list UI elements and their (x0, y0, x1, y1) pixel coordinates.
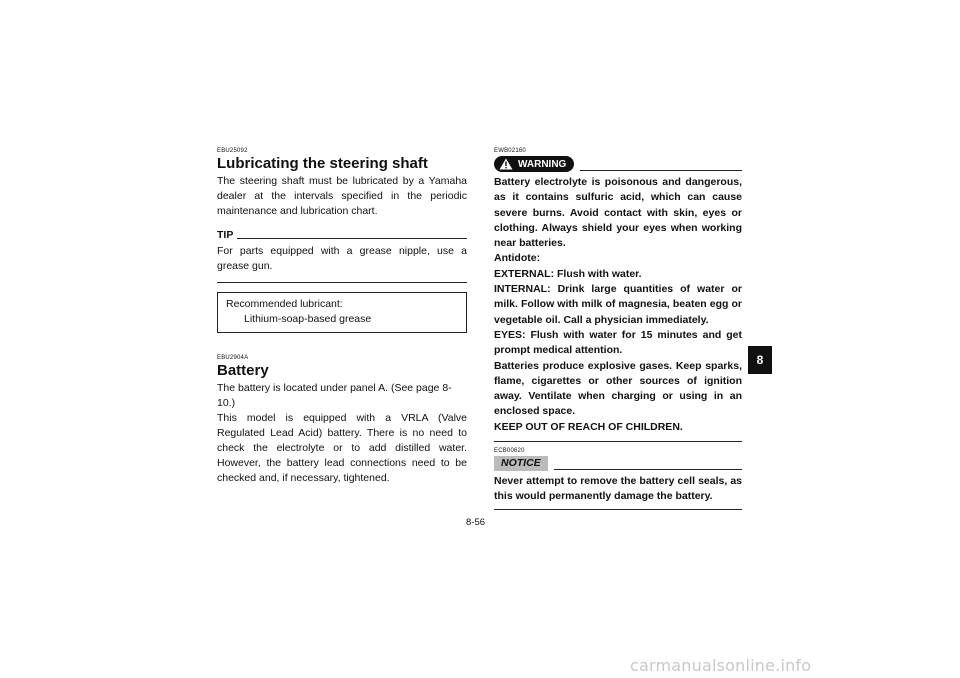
warning-paragraph-electrolyte: Battery electrolyte is poisonous and dangerous, as it contains sulfuric acid, which can cause severe burns. Avoid contact with skin, eyes or clothing. Always shield your eyes when working near batteries. (494, 176, 742, 250)
battery-location-text: The battery is located under panel A. (See page 8-10.) (217, 382, 452, 409)
tip-text: For parts equipped with a grease nipple, use a grease gun. (217, 245, 467, 272)
warning-eyes: EYES: Flush with water for 15 minutes and get prompt medical attention. (494, 328, 742, 357)
notice-end-rule (494, 509, 742, 510)
tip-header (217, 229, 467, 241)
warning-code: EWB02160 (494, 148, 526, 154)
notice-badge: NOTICE (494, 456, 548, 471)
warning-external: EXTERNAL: Flush with water. (494, 267, 642, 280)
steering-shaft-text: The steering shaft must be lubricated by a Yamaha dealer at the intervals specified in the periodic maintenance and lubrication chart. (217, 175, 467, 217)
warning-internal: INTERNAL: Drink large quantities of water or milk. Follow with milk of magnesia, beaten egg or vegetable oil. Call a physician immediately. (494, 283, 742, 326)
warning-keep-out: KEEP OUT OF REACH OF CHILDREN. (494, 420, 683, 433)
section-code: EBU25092 (217, 148, 248, 154)
warning-body (494, 175, 742, 435)
section-title-steering-shaft: Lubricating the steering shaft (217, 155, 428, 172)
warning-rule (580, 170, 742, 171)
tip-end-rule (217, 282, 467, 283)
section-code: EBU2904A (217, 355, 249, 361)
tip-label: TIP (217, 229, 234, 241)
page-number: 8-56 (466, 517, 486, 528)
lubricant-label: Recommended lubricant: (226, 298, 343, 310)
warning-triangle-icon (499, 158, 513, 170)
notice-header (494, 456, 742, 471)
notice-rule (554, 469, 742, 470)
warning-label: WARNING (518, 158, 567, 170)
section-title-battery: Battery (217, 362, 269, 379)
left-column (217, 148, 467, 486)
tip-rule (237, 238, 467, 239)
notice-code: ECB00620 (494, 448, 525, 455)
right-column (494, 148, 742, 510)
notice-text: Never attempt to remove the battery cell seals, as this would permanently damage the battery. (494, 475, 742, 503)
lubricant-value: Lithium-soap-based grease (244, 313, 372, 325)
warning-badge (494, 156, 574, 172)
chapter-tab: 8 (748, 346, 772, 374)
battery-vrla-text: This model is equipped with a VRLA (Valve Regulated Lead Acid) battery. There is no need to check the electrolyte or to add distilled water. However, the battery lead connections need to be checked and, if necessary, tightened. (217, 412, 467, 484)
recommended-lubricant-box (217, 292, 467, 333)
battery-section (217, 355, 467, 486)
warning-end-rule (494, 441, 742, 442)
warning-antidote: Antidote: (494, 252, 541, 265)
watermark: carmanualsonline.info (630, 656, 812, 675)
warning-paragraph-gases: Batteries produce explosive gases. Keep sparks, flame, cigarettes or other sources of ignition away. Ventilate when charging or using in an enclosed space. (494, 359, 742, 418)
warning-header (494, 156, 742, 172)
